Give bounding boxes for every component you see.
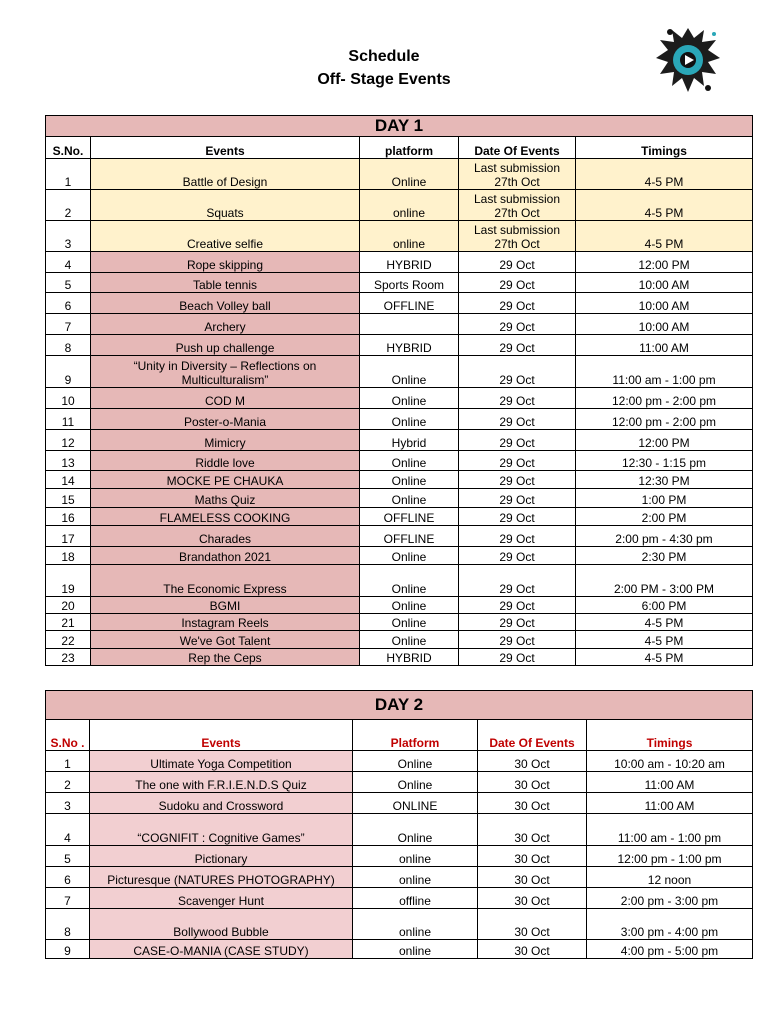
day1-event-name: Beach Volley ball [91,293,360,314]
day2-event-name: Bollywood Bubble [90,909,353,940]
day1-table-row [46,388,753,409]
day2-row-number: 4 [46,814,90,846]
day2-table-row [46,909,753,940]
day2-event-name: Picturesque (NATURES PHOTOGRAPHY) [90,867,353,888]
day1-platform: Sports Room [360,273,459,293]
day2-event-timing: 11:00 am - 1:00 pm [587,814,753,846]
day1-col-header: Timings [576,137,753,159]
day2-event-name: Ultimate Yoga Competition [90,751,353,772]
day2-event-date: 30 Oct [478,867,587,888]
day1-table-row [46,597,753,614]
day1-event-name: Instagram Reels [91,614,360,631]
day1-event-date: 29 Oct [459,293,576,314]
day2-label: DAY 2 [46,691,753,720]
day1-row-number: 2 [46,190,91,221]
day1-table-row [46,565,753,597]
day2-row-number: 8 [46,909,90,940]
day1-row-number: 3 [46,221,91,252]
day1-event-name: Poster-o-Mania [91,409,360,430]
day2-event-date: 30 Oct [478,846,587,867]
day2-event-timing: 12 noon [587,867,753,888]
day1-event-name: We've Got Talent [91,631,360,649]
day1-event-name: Push up challenge [91,335,360,356]
day1-platform: online [360,190,459,221]
day1-event-name: Battle of Design [91,159,360,190]
day2-event-date: 30 Oct [478,814,587,846]
day1-table-row [46,649,753,666]
day1-row-number: 12 [46,430,91,451]
day1-table-row [46,547,753,565]
day1-event-date: 29 Oct [459,565,576,597]
day2-event-name: “COGNIFIT : Cognitive Games” [90,814,353,846]
day1-table-row [46,190,753,221]
day1-event-timing: 2:30 PM [576,547,753,565]
day2-platform: offline [353,888,478,909]
day1-event-timing: 12:00 pm - 2:00 pm [576,409,753,430]
day1-event-timing: 2:00 PM [576,508,753,526]
day1-row-number: 15 [46,489,91,508]
day1-platform: Online [360,489,459,508]
day1-event-name: BGMI [91,597,360,614]
day2-col-header: Events [90,720,353,751]
day1-event-date: 29 Oct [459,597,576,614]
day2-table-row [46,772,753,793]
day1-event-date: 29 Oct [459,314,576,335]
day2-event-timing: 4:00 pm - 5:00 pm [587,940,753,959]
day1-event-date: 29 Oct [459,388,576,409]
day1-row-number: 16 [46,508,91,526]
day2-row-number: 9 [46,940,90,959]
day1-table-row [46,356,753,388]
day1-event-timing: 4-5 PM [576,190,753,221]
day1-event-date: 29 Oct [459,526,576,547]
day1-col-header: platform [360,137,459,159]
day2-table-row [46,751,753,772]
day1-row-number: 7 [46,314,91,335]
day2-event-date: 30 Oct [478,888,587,909]
day2-event-date: 30 Oct [478,772,587,793]
day1-event-date: 29 Oct [459,649,576,666]
day2-col-header: S.No . [46,720,90,751]
day2-table-row [46,940,753,959]
day1-label: DAY 1 [46,116,753,137]
day1-event-timing: 12:00 PM [576,430,753,451]
day1-platform: Online [360,409,459,430]
day1-event-date: Last submission 27th Oct [459,190,576,221]
day1-table-row [46,252,753,273]
day1-row-number: 1 [46,159,91,190]
day1-row-number: 19 [46,565,91,597]
day1-table-row [46,489,753,508]
day2-table-row [46,888,753,909]
day1-platform: Online [360,614,459,631]
day2-table-row [46,814,753,846]
day1-platform: Hybrid [360,430,459,451]
day1-platform: HYBRID [360,335,459,356]
day1-event-timing: 10:00 AM [576,273,753,293]
day1-event-name: COD M [91,388,360,409]
day1-event-date: Last submission 27th Oct [459,159,576,190]
day1-event-date: 29 Oct [459,614,576,631]
day1-row-number: 17 [46,526,91,547]
day1-col-header: S.No. [46,137,91,159]
day2-row-number: 5 [46,846,90,867]
day2-event-timing: 12:00 pm - 1:00 pm [587,846,753,867]
day1-platform: OFFLINE [360,526,459,547]
day1-row-number: 8 [46,335,91,356]
day2-platform: Online [353,814,478,846]
day1-row-number: 10 [46,388,91,409]
day1-event-date: Last submission 27th Oct [459,221,576,252]
day1-event-name: Maths Quiz [91,489,360,508]
day2-event-date: 30 Oct [478,909,587,940]
day2-event-date: 30 Oct [478,751,587,772]
day1-event-timing: 2:00 pm - 4:30 pm [576,526,753,547]
day1-platform: online [360,221,459,252]
day1-table-row [46,471,753,489]
day1-platform: Online [360,631,459,649]
day1-platform: Online [360,451,459,471]
day1-table-row [46,335,753,356]
day1-row-number: 22 [46,631,91,649]
day2-col-header: Platform [353,720,478,751]
day1-event-timing: 1:00 PM [576,489,753,508]
day2-col-header: Date Of Events [478,720,587,751]
day1-event-timing: 10:00 AM [576,314,753,335]
day1-table-row [46,273,753,293]
day2-event-timing: 11:00 AM [587,772,753,793]
day2-platform: online [353,846,478,867]
day2-schedule-table [45,690,753,959]
day2-event-name: The one with F.R.I.E.N.D.S Quiz [90,772,353,793]
day1-row-number: 18 [46,547,91,565]
day1-table-row [46,508,753,526]
day1-event-date: 29 Oct [459,335,576,356]
day1-event-name: Mimicry [91,430,360,451]
day1-event-date: 29 Oct [459,631,576,649]
day1-event-date: 29 Oct [459,409,576,430]
day1-platform [360,314,459,335]
day1-platform: Online [360,159,459,190]
day1-table-row [46,409,753,430]
day1-table-row [46,451,753,471]
day1-table-row [46,614,753,631]
day1-event-timing: 12:30 - 1:15 pm [576,451,753,471]
day1-platform: Online [360,471,459,489]
day1-event-date: 29 Oct [459,356,576,388]
day2-row-number: 1 [46,751,90,772]
day1-platform: Online [360,356,459,388]
day1-event-name: Rep the Ceps [91,649,360,666]
day2-col-header: Timings [587,720,753,751]
day1-event-date: 29 Oct [459,451,576,471]
day2-row-number: 3 [46,793,90,814]
day1-platform: Online [360,388,459,409]
day1-event-date: 29 Oct [459,430,576,451]
day2-row-number: 7 [46,888,90,909]
day1-row-number: 14 [46,471,91,489]
day2-platform: online [353,909,478,940]
day1-event-name: Squats [91,190,360,221]
day1-event-name: MOCKE PE CHAUKA [91,471,360,489]
day2-platform: ONLINE [353,793,478,814]
day1-row-number: 21 [46,614,91,631]
day1-event-timing: 11:00 AM [576,335,753,356]
day1-table-row [46,314,753,335]
day1-table-row [46,430,753,451]
day2-event-name: Pictionary [90,846,353,867]
day1-platform: HYBRID [360,649,459,666]
day2-event-date: 30 Oct [478,793,587,814]
day1-event-name: Table tennis [91,273,360,293]
day1-row-number: 13 [46,451,91,471]
day1-event-name: The Economic Express [91,565,360,597]
day1-row-number: 6 [46,293,91,314]
day1-row-number: 23 [46,649,91,666]
day1-event-name: “Unity in Diversity – Reflections on Multiculturalism” [91,356,360,388]
day2-event-date: 30 Oct [478,940,587,959]
day2-row-number: 2 [46,772,90,793]
day2-header-row [46,720,753,751]
day1-event-date: 29 Oct [459,547,576,565]
day1-col-header: Date Of Events [459,137,576,159]
day1-event-timing: 12:30 PM [576,471,753,489]
day1-event-date: 29 Oct [459,252,576,273]
day1-platform: HYBRID [360,252,459,273]
day2-platform: online [353,867,478,888]
day1-table-row [46,293,753,314]
day1-event-name: Brandathon 2021 [91,547,360,565]
day1-event-date: 29 Oct [459,508,576,526]
day1-col-header: Events [91,137,360,159]
day1-event-name: Charades [91,526,360,547]
day1-event-timing: 11:00 am - 1:00 pm [576,356,753,388]
day1-event-name: Archery [91,314,360,335]
day1-table-row [46,631,753,649]
day1-platform: OFFLINE [360,293,459,314]
day1-table-row [46,221,753,252]
day1-schedule-table [45,115,753,666]
day1-row-number: 5 [46,273,91,293]
day1-table-row [46,526,753,547]
day1-event-date: 29 Oct [459,489,576,508]
day1-platform: OFFLINE [360,508,459,526]
day1-row-number: 11 [46,409,91,430]
day2-table-row [46,867,753,888]
day1-event-timing: 4-5 PM [576,221,753,252]
day2-table-row [46,793,753,814]
day1-event-date: 29 Oct [459,273,576,293]
day2-row-number: 6 [46,867,90,888]
day1-event-date: 29 Oct [459,471,576,489]
day2-event-timing: 11:00 AM [587,793,753,814]
day1-event-timing: 4-5 PM [576,159,753,190]
title-line-2: Off- Stage Events [317,71,451,88]
day2-platform: Online [353,751,478,772]
day2-event-timing: 3:00 pm - 4:00 pm [587,909,753,940]
day1-title-row [46,116,753,137]
day1-event-timing: 2:00 PM - 3:00 PM [576,565,753,597]
day1-event-timing: 12:00 PM [576,252,753,273]
day1-row-number: 9 [46,356,91,388]
day1-platform: Online [360,565,459,597]
day1-event-timing: 4-5 PM [576,614,753,631]
day2-title-row [46,691,753,720]
day1-event-timing: 12:00 pm - 2:00 pm [576,388,753,409]
day1-event-timing: 4-5 PM [576,631,753,649]
day1-platform: Online [360,547,459,565]
day2-event-name: Scavenger Hunt [90,888,353,909]
day1-event-timing: 10:00 AM [576,293,753,314]
day1-platform: Online [360,597,459,614]
day1-event-name: Rope skipping [91,252,360,273]
splash-logo-icon [652,22,724,100]
day2-event-name: CASE-O-MANIA (CASE STUDY) [90,940,353,959]
title-line-1: Schedule [348,48,420,65]
day1-event-name: FLAMELESS COOKING [91,508,360,526]
day1-event-name: Riddle love [91,451,360,471]
day1-event-name: Creative selfie [91,221,360,252]
day1-event-timing: 4-5 PM [576,649,753,666]
day1-header-row [46,137,753,159]
day2-event-timing: 10:00 am - 10:20 am [587,751,753,772]
day2-event-timing: 2:00 pm - 3:00 pm [587,888,753,909]
day1-table-row [46,159,753,190]
day2-platform: Online [353,772,478,793]
day1-event-timing: 6:00 PM [576,597,753,614]
day2-event-name: Sudoku and Crossword [90,793,353,814]
day2-platform: online [353,940,478,959]
day1-row-number: 20 [46,597,91,614]
day1-row-number: 4 [46,252,91,273]
day2-table-row [46,846,753,867]
